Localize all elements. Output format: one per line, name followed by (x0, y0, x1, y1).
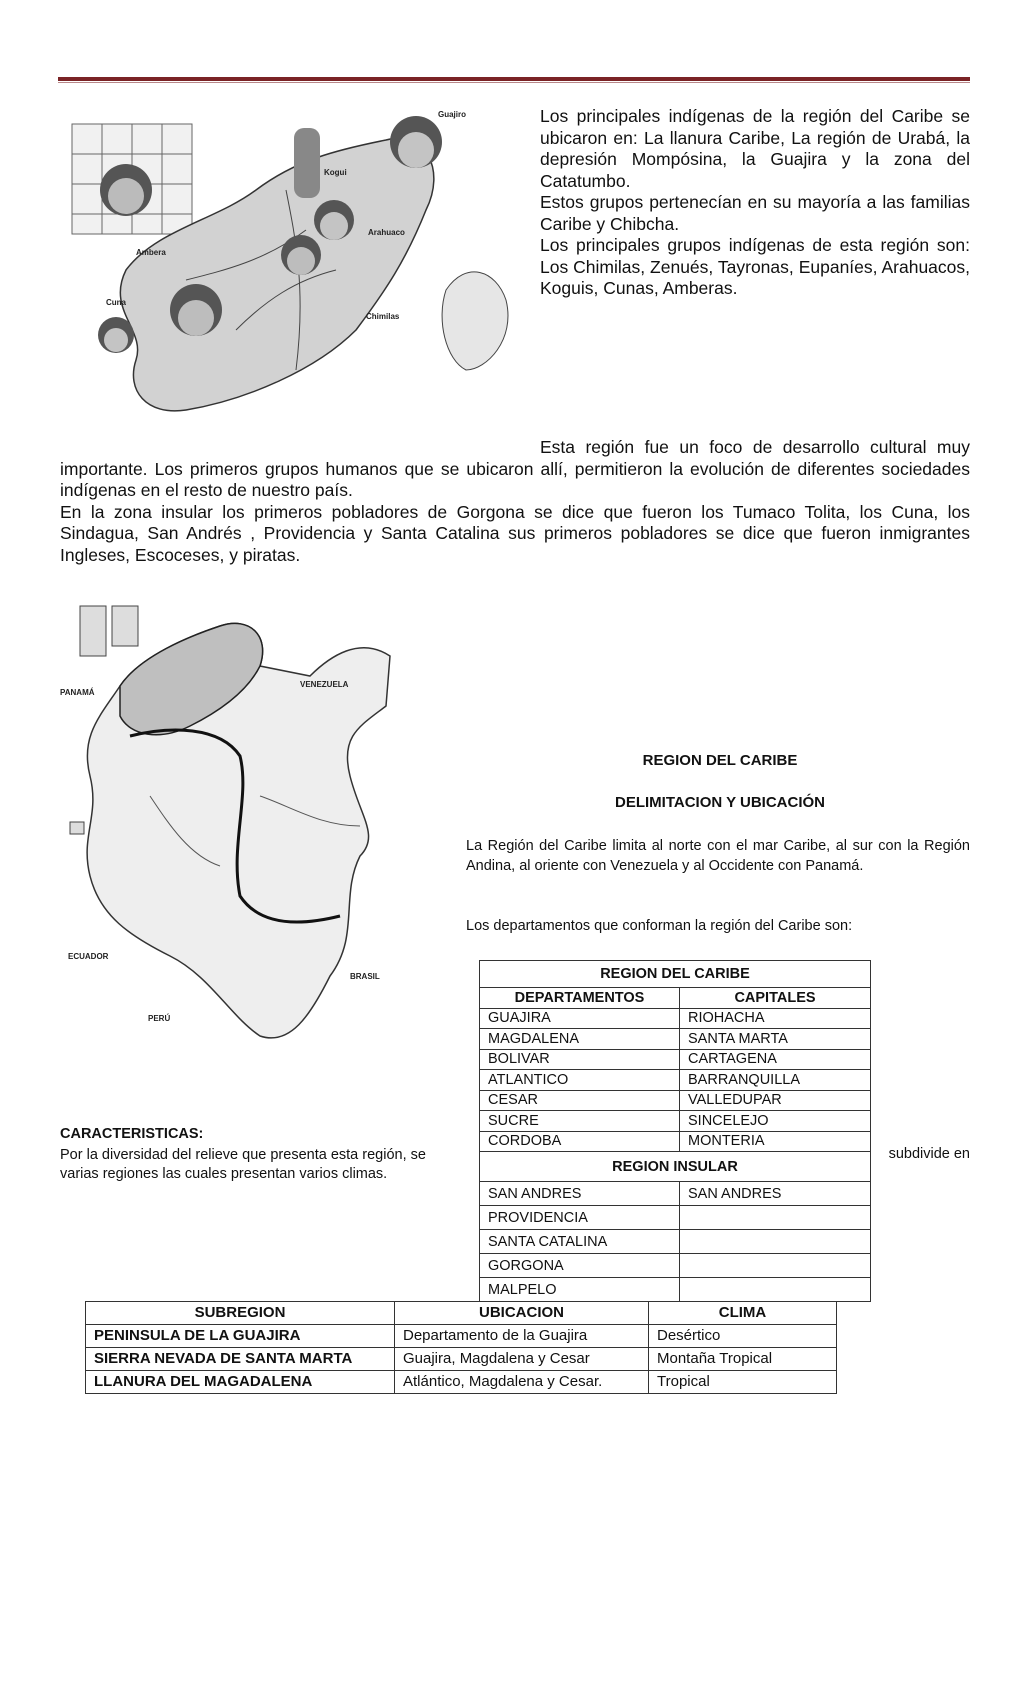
table-cell: Atlántico, Magdalena y Cesar. (395, 1371, 649, 1394)
intro-paragraph: Los principales indígenas de la región del Caribe se ubicaron en: La llanura Caribe, La región de Urabá, la depresión Mompósina, la Guajira y la zona del Catatumbo. (540, 106, 970, 191)
characteristics-title: CARACTERISTICAS: (60, 1126, 204, 1142)
table-cell: SINCELEJO (680, 1111, 871, 1132)
label-cuna: Cuna (106, 298, 126, 307)
label-guajiro: Guajiro (438, 110, 467, 119)
table-cell: BOLIVAR (480, 1049, 680, 1070)
table-row (480, 1278, 871, 1302)
table-cell: Montaña Tropical (649, 1348, 837, 1371)
label-panama: PANAMÁ (60, 688, 95, 697)
table-cell: BARRANQUILLA (680, 1070, 871, 1091)
table-cell: LLANURA DEL MAGADALENA (86, 1371, 395, 1394)
characteristics-text-right: subdivide en (888, 1146, 970, 1162)
table-cell: SANTA MARTA (680, 1029, 871, 1050)
label-peru: PERÚ (148, 1014, 171, 1023)
indigenous-groups-map (66, 110, 522, 430)
label-ecuador: ECUADOR (68, 952, 109, 961)
col-ubicacion: UBICACION (395, 1302, 649, 1325)
table-cell: CORDOBA (480, 1131, 680, 1152)
table-row (480, 1206, 871, 1230)
table-row (86, 1325, 837, 1348)
limits-paragraph: La Región del Caribe limita al norte con el mar Caribe, al sur con la Región Andina, al oriente con Venezuela y al Occidente con Panamá. (466, 838, 970, 874)
cultural-paragraph: Esta región fue un foco de desarrollo cultural muy importante. Los primeros grupos humanos que se ubicaron allí, permitieron la evolución de diferentes sociedades indígenas en el resto de nuestro país. (60, 437, 970, 500)
table-cell: Desértico (649, 1325, 837, 1348)
table-cell: SAN ANDRES (480, 1182, 680, 1206)
table-cell: Departamento de la Guajira (395, 1325, 649, 1348)
groups-paragraph: Los principales grupos indígenas de esta región son: Los Chimilas, Zenués, Tayronas, Eupaníes, Arahuacos, Koguis, Cunas, Amberas. (540, 235, 970, 298)
table-cell: PENINSULA DE LA GUAJIRA (86, 1325, 395, 1348)
intro-text (540, 106, 970, 300)
table-cell: CARTAGENA (680, 1049, 871, 1070)
col-capitales: CAPITALES (680, 988, 871, 1009)
region-table (479, 960, 871, 1302)
table-cell: Tropical (649, 1371, 837, 1394)
table-cell: MALPELO (480, 1278, 680, 1302)
table-row (480, 1111, 871, 1132)
departments-intro: Los departamentos que conforman la región del Caribe son: (466, 918, 853, 934)
table-row (480, 1049, 871, 1070)
table-cell: VALLEDUPAR (680, 1090, 871, 1111)
table-row (480, 1070, 871, 1091)
table-row (480, 1131, 871, 1152)
table-cell (680, 1230, 871, 1254)
section-title: REGION DEL CARIBE (642, 752, 798, 769)
table-row (480, 1230, 871, 1254)
table-row (86, 1348, 837, 1371)
col-departamentos: DEPARTAMENTOS (480, 988, 680, 1009)
families-paragraph: Estos grupos pertenecían en su mayoría a las familias Caribe y Chibcha. (540, 192, 970, 234)
label-brasil: BRASIL (350, 972, 380, 981)
table-row (480, 1254, 871, 1278)
characteristics-line2: varias regiones las cuales presentan varios climas. (60, 1166, 388, 1182)
table-cell: SANTA CATALINA (480, 1230, 680, 1254)
region-table-title: REGION DEL CARIBE (480, 961, 871, 988)
table-cell: MONTERIA (680, 1131, 871, 1152)
table-cell: PROVIDENCIA (480, 1206, 680, 1230)
table-cell: RIOHACHA (680, 1008, 871, 1029)
label-ambera: Ambera (136, 248, 166, 257)
insular-paragraph: En la zona insular los primeros pobladores de Gorgona se dice que fueron los Tumaco Tolita, los Cuna, los Sindagua, San Andrés , Providencia y Santa Catalina sus primeros pobladores se dice que fueron inmigrantes Ingleses, Escoceses, y piratas. (60, 501, 970, 565)
table-row (86, 1371, 837, 1394)
label-chimilas: Chimilas (366, 312, 400, 321)
header-rule (58, 77, 970, 81)
table-cell: Guajira, Magdalena y Cesar (395, 1348, 649, 1371)
characteristics-text (60, 1146, 480, 1184)
insular-table-title: REGION INSULAR (480, 1152, 871, 1182)
table-cell: SAN ANDRES (680, 1182, 871, 1206)
label-arahuaco: Arahuaco (368, 228, 405, 237)
table-cell: SIERRA NEVADA DE SANTA MARTA (86, 1348, 395, 1371)
header-rule-thin (58, 82, 970, 83)
label-venezuela: VENEZUELA (300, 680, 349, 689)
table-cell (680, 1278, 871, 1302)
table-cell: SUCRE (480, 1111, 680, 1132)
section-subtitle: DELIMITACION Y UBICACIÓN (614, 794, 825, 811)
table-cell: ATLANTICO (480, 1070, 680, 1091)
cultural-text (60, 437, 970, 566)
col-clima: CLIMA (649, 1302, 837, 1325)
table-row (480, 1182, 871, 1206)
table-row (480, 1029, 871, 1050)
table-row (480, 1008, 871, 1029)
colombia-map (60, 596, 426, 1076)
table-cell: CESAR (480, 1090, 680, 1111)
table-cell: GUAJIRA (480, 1008, 680, 1029)
characteristics-line1: Por la diversidad del relieve que presenta esta región, se (60, 1147, 426, 1163)
table-cell: MAGDALENA (480, 1029, 680, 1050)
table-cell (680, 1254, 871, 1278)
label-kogui: Kogui (324, 168, 347, 177)
col-subregion: SUBREGION (86, 1302, 395, 1325)
table-cell (680, 1206, 871, 1230)
subregion-table (85, 1301, 837, 1394)
table-cell: GORGONA (480, 1254, 680, 1278)
table-row (480, 1090, 871, 1111)
